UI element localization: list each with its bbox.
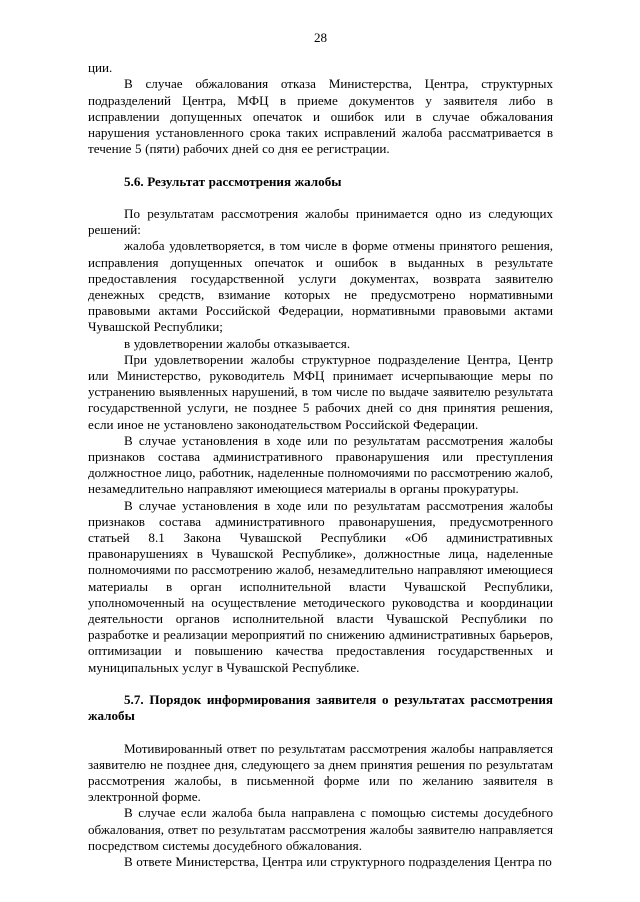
paragraph: В ответе Министерства, Центра или структурного подразделения Центра по: [124, 854, 552, 870]
paragraph: При удовлетворении жалобы структурное подразделение Центра, Центр или Министерство, руководитель МФЦ принимает исчерпывающие меры по устранению выявленных нарушений, в том числе по выдаче заявителю результата государственной услуги, не позднее 5 рабочих дней со дня принятия решения, если иное не установлено законодательством Российской Федерации.: [88, 351, 553, 432]
paragraph: В случае если жалоба была направлена с помощью системы досудебного обжалования, ответ по результатам рассмотрения жалобы заявителю направляется посредством системы досудебного обжалования.: [88, 805, 553, 853]
section-heading: 5.6. Результат рассмотрения жалобы: [124, 173, 342, 189]
paragraph: жалоба удовлетворяется, в том числе в форме отмены принятого решения, исправления допущенных опечаток и ошибок в выданных в результате предоставления государственной услуги документах, возврата заявителю денежных средств, взимание которых не предусмотрено нормативными правовыми актами Российской Федерации, нормативными правовыми актами Чувашской Республики;: [88, 238, 553, 335]
paragraph: В случае установления в ходе или по результатам рассмотрения жалобы признаков состава административного правонарушения или преступления должностное лицо, работник, наделенные полномочиями по рассмотрению жалоб, незамедлительно направляют имеющиеся материалы в органы прокуратуры.: [88, 432, 553, 497]
document-content: [88, 60, 553, 870]
paragraph: В случае установления в ходе или по результатам рассмотрения жалобы признаков состава административного правонарушения, предусмотренного статьей 8.1 Закона Чувашской Республики «Об административных правонарушениях в Чувашской Республике», должностные лица, наделенные полномочиями по рассмотрению жалоб, незамедлительно направляют имеющиеся материалы в орган исполнительной власти Чувашской Республики, уполномоченный на осуществление методического руководства и координации деятельности органов исполнительной власти Чувашской Республики по разработке и реализации мероприятий по снижению административных барьеров, оптимизации и повышению качества предоставления государственных и муниципальных услуг в Чувашской Республике.: [88, 497, 553, 675]
paragraph: В случае обжалования отказа Министерства, Центра, структурных подразделений Центра, МФЦ в приеме документов у заявителя либо в исправлении допущенных опечаток и ошибок или в случае обжалования нарушения установленного срока таких исправлений жалоба рассматривается в течение 5 (пяти) рабочих дней со дня ее регистрации.: [88, 76, 553, 157]
paragraph: в удовлетворении жалобы отказывается.: [124, 335, 351, 351]
continuation-text: ции.: [88, 60, 113, 76]
paragraph: По результатам рассмотрения жалобы принимается одно из следующих решений:: [88, 206, 553, 238]
page-number: 28: [313, 30, 328, 45]
paragraph: Мотивированный ответ по результатам рассмотрения жалобы направляется заявителю не позднее дня, следующего за днем принятия решения по результатам рассмотрения жалобы, в письменной форме или по желанию заявителя в электронной форме.: [88, 740, 553, 805]
section-heading: 5.7. Порядок информирования заявителя о результатах рассмотрения жалобы: [88, 692, 553, 724]
